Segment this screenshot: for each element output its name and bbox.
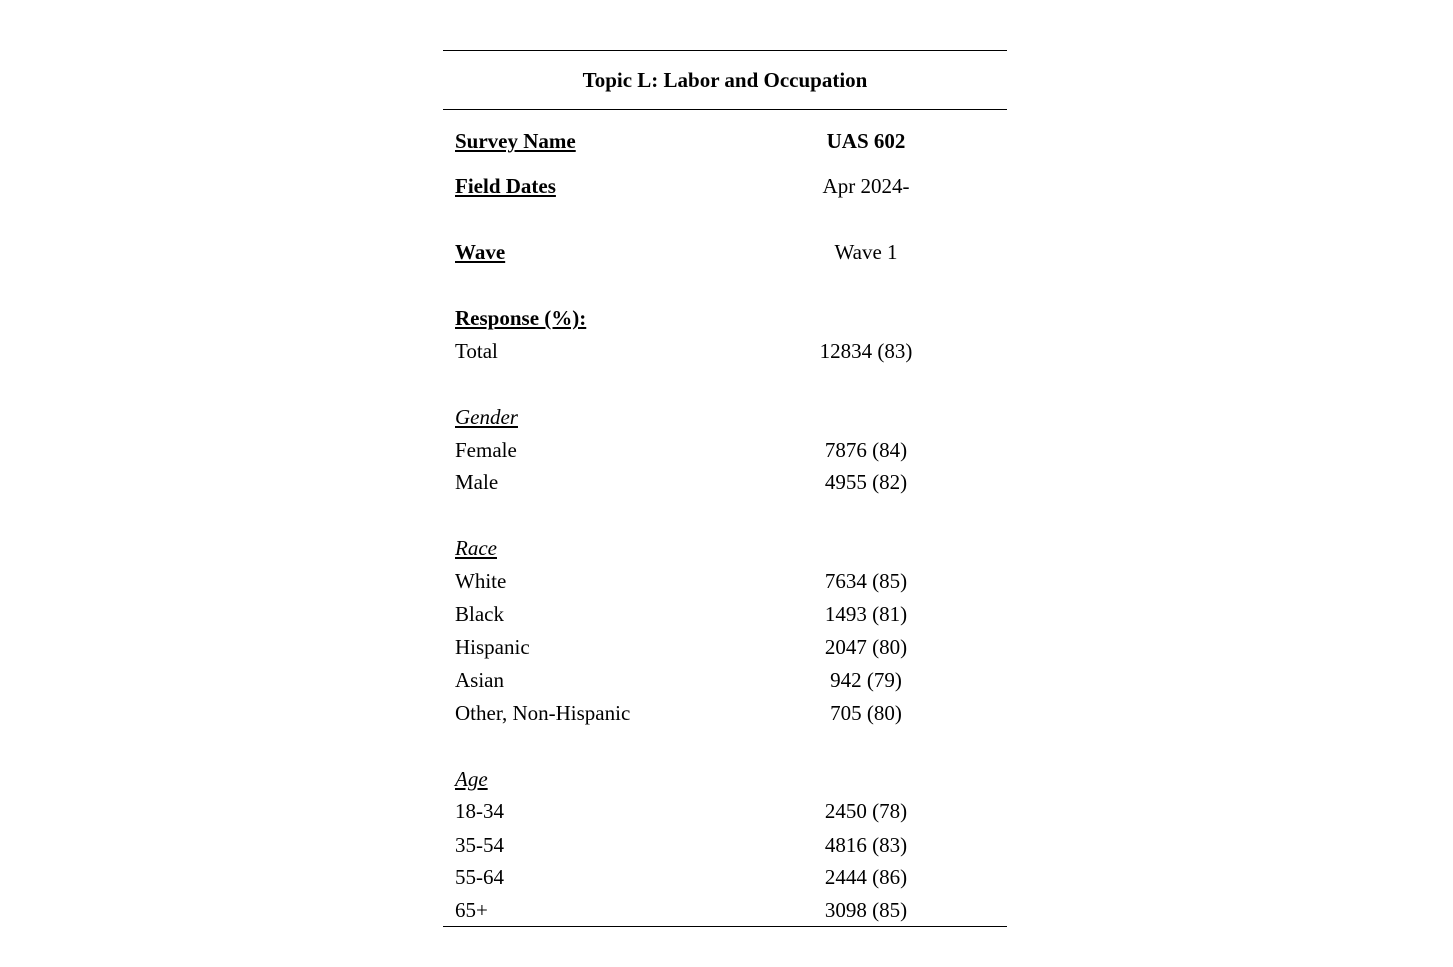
race-row-label: Hispanic — [455, 635, 530, 659]
age-row-value: 4816 (83) — [824, 833, 908, 857]
gender-heading: Gender — [455, 405, 518, 429]
gender-row-label: Male — [455, 470, 499, 494]
age-row-label: 18-34 — [455, 799, 504, 823]
race-row-value: 1493 (81) — [824, 602, 908, 626]
wave-label: Wave — [455, 240, 506, 264]
race-heading: Race — [455, 536, 497, 560]
bottom-rule — [443, 926, 1007, 927]
age-row-value: 2444 (86) — [824, 865, 908, 889]
race-row-value: 705 (80) — [830, 701, 902, 725]
wave-value: Wave 1 — [834, 240, 898, 264]
survey-name-value: UAS 602 — [826, 129, 906, 153]
field-dates-value: Apr 2024- — [822, 174, 910, 198]
race-row-label: Other, Non-Hispanic — [455, 701, 631, 725]
gender-row-label: Female — [455, 438, 517, 462]
race-row-label: Asian — [455, 668, 504, 692]
race-row-label: White — [455, 569, 507, 593]
field-dates-label: Field Dates — [455, 174, 556, 198]
race-row-value: 942 (79) — [830, 668, 902, 692]
age-row-value: 3098 (85) — [824, 898, 908, 922]
age-row-value: 2450 (78) — [824, 799, 908, 823]
gender-row-value: 7876 (84) — [824, 438, 908, 462]
response-heading: Response (%): — [455, 306, 587, 330]
race-row-label: Black — [455, 602, 504, 626]
age-row-label: 35-54 — [455, 833, 504, 857]
race-row-value: 2047 (80) — [824, 635, 908, 659]
title-bottom-rule — [443, 109, 1007, 110]
age-row-label: 55-64 — [455, 865, 504, 889]
survey-name-label: Survey Name — [455, 129, 576, 153]
age-row-label: 65+ — [455, 898, 488, 922]
table-title: Topic L: Labor and Occupation — [582, 68, 868, 92]
total-label: Total — [455, 339, 498, 363]
race-row-value: 7634 (85) — [824, 569, 908, 593]
total-value: 12834 (83) — [819, 339, 913, 363]
top-rule — [443, 50, 1007, 51]
age-heading: Age — [455, 767, 488, 791]
gender-row-value: 4955 (82) — [824, 470, 908, 494]
